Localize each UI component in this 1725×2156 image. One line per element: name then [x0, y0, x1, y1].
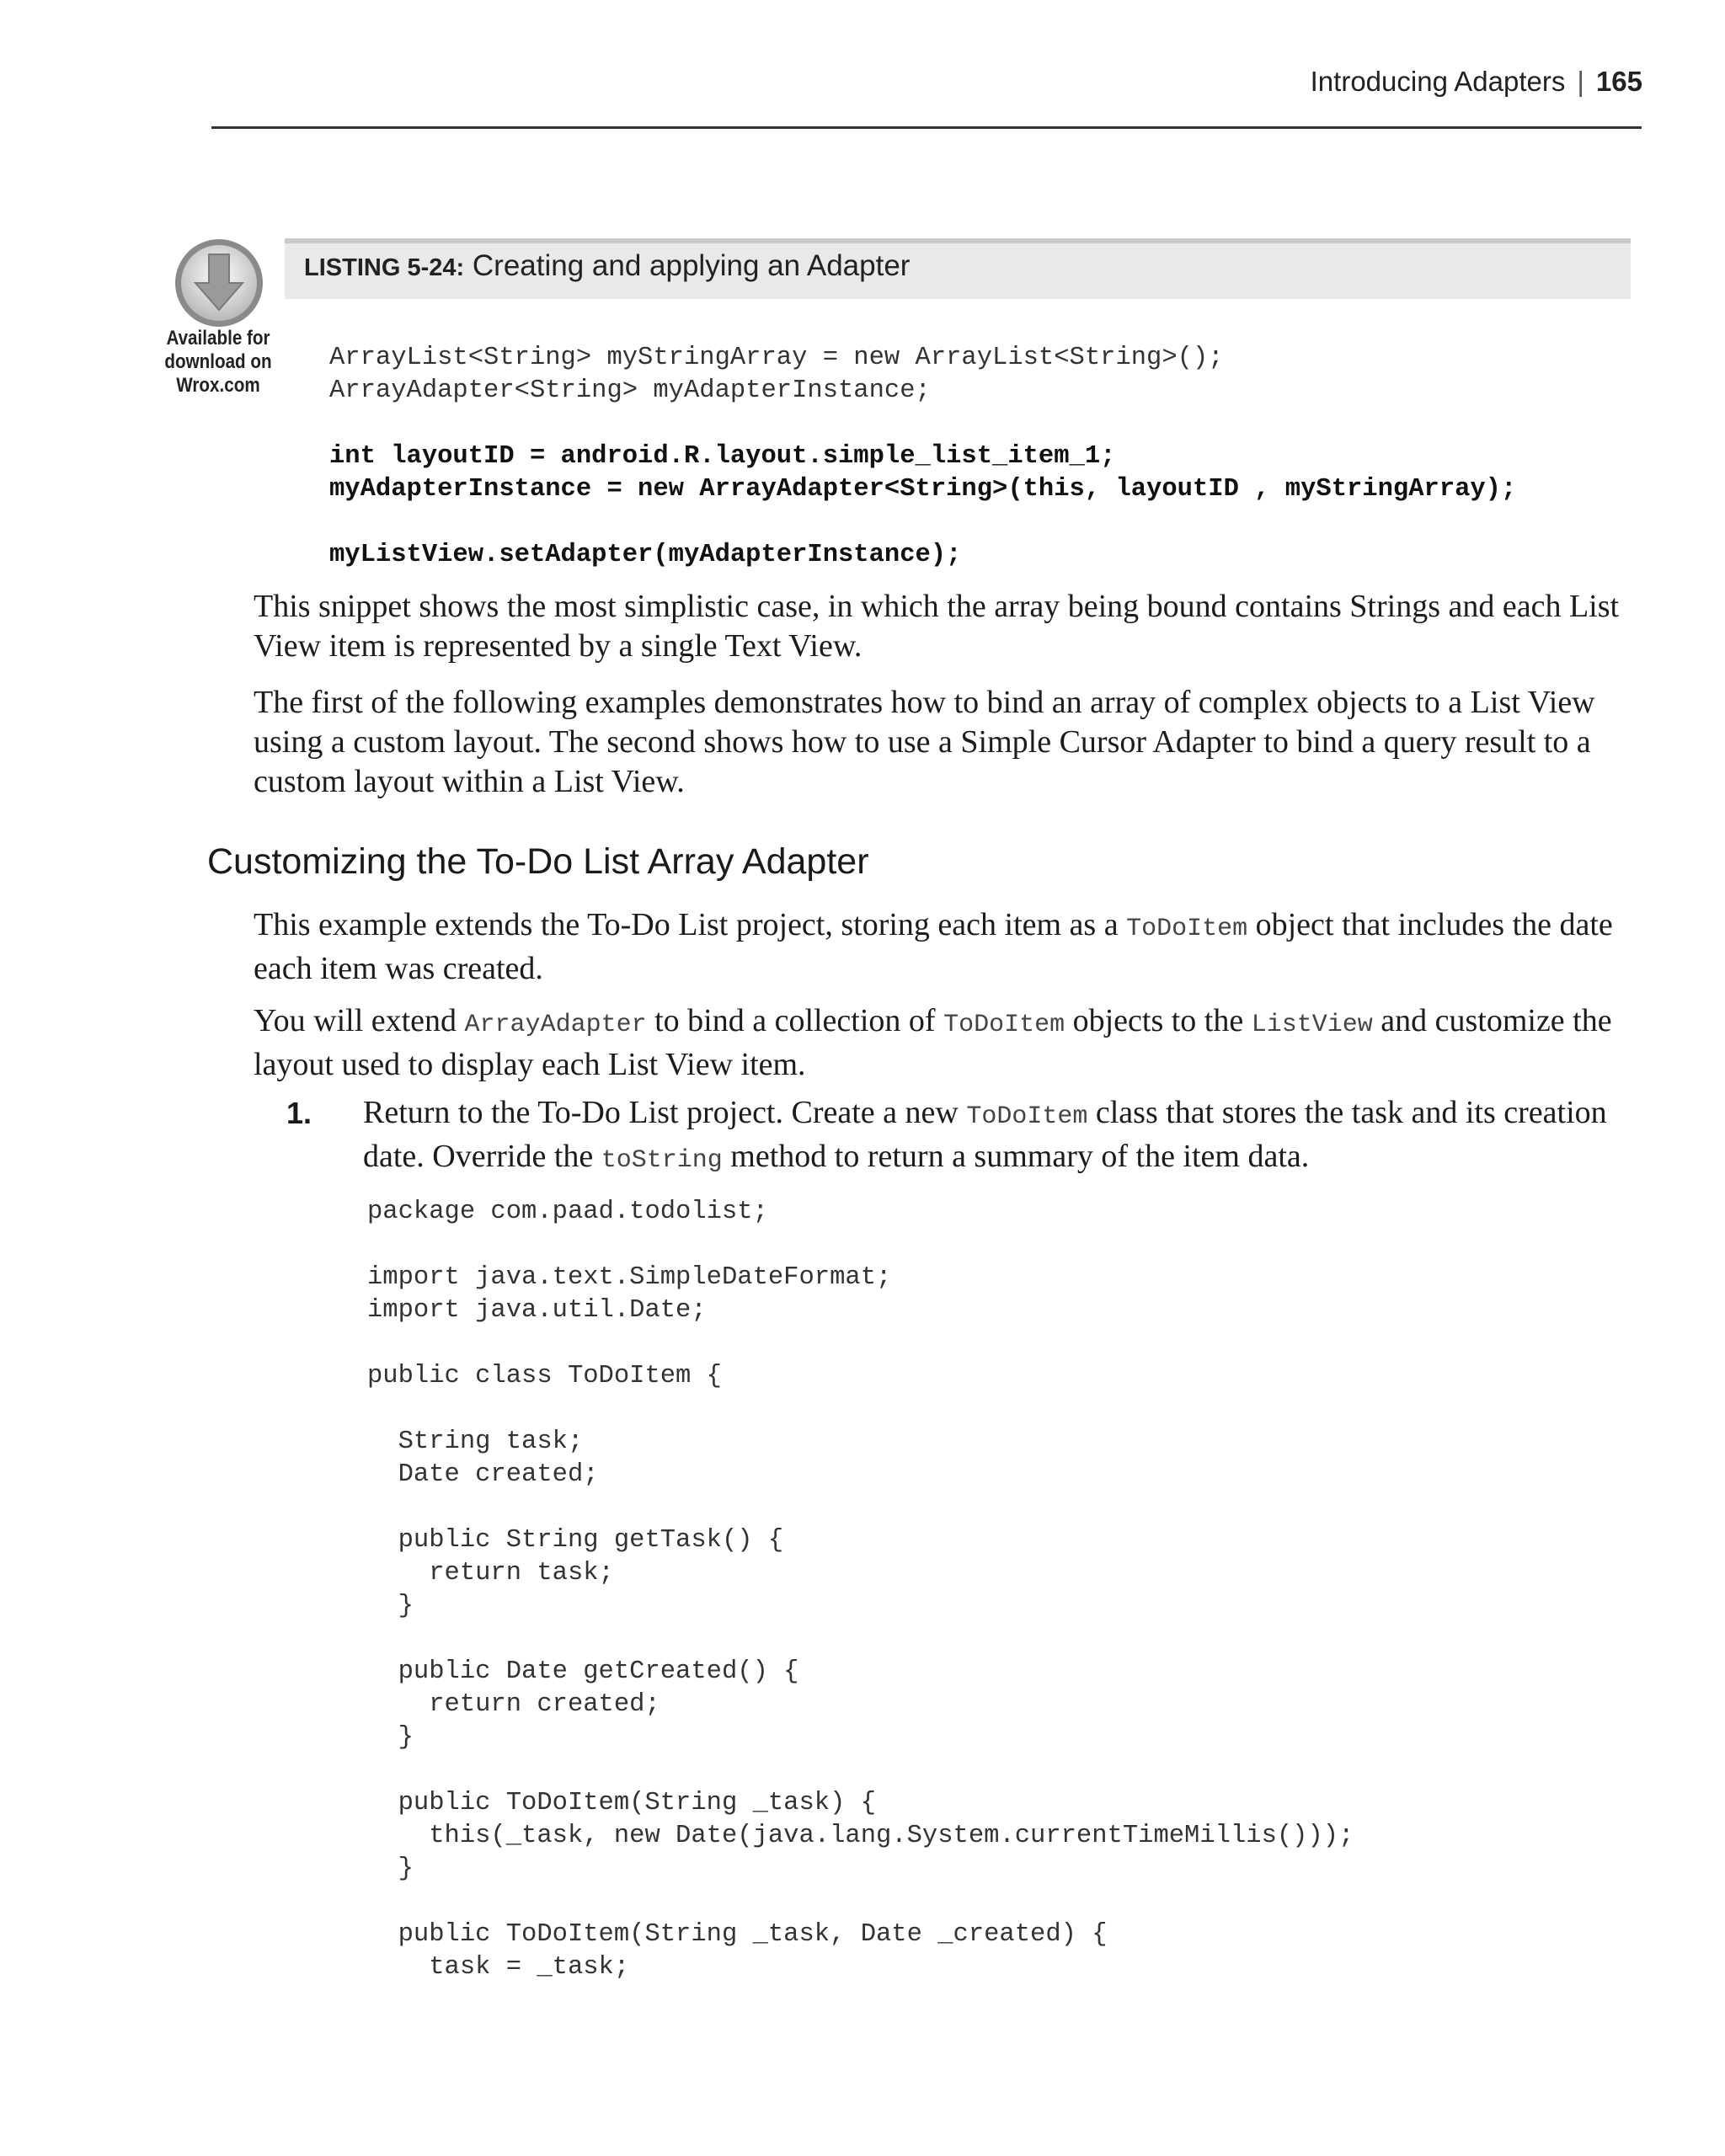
- listing-label: LISTING 5-24:: [304, 254, 465, 281]
- listing-code-bold-2: [329, 539, 961, 572]
- paragraph-1: This snippet shows the most simplistic case, in which the array being bound contains Strings and each List View item is represented by a single Text View.: [254, 589, 1620, 664]
- paragraph-4-text-c: objects to the: [1065, 1003, 1252, 1038]
- step-1-code: package com.paad.todolist; import java.text.SimpleDateFormat; import java.util.Date; public class ToDoItem { String task; Date created; public String getTask() { return task; } public Date getCreated() { return created; } public ToDoItem(String _task) { this(_task, new Date(java.lang.System.currentTimeMillis())); } public ToDoItem(String _task, Date _created) { task = _task;: [367, 1198, 1354, 1982]
- listing-title: [304, 249, 910, 283]
- step-1-text: [363, 1093, 1635, 1181]
- download-caption-line2: download on: [164, 350, 272, 373]
- step-number: 1.: [286, 1096, 312, 1130]
- step-1-text-c: method to return a summary of the item data.: [722, 1139, 1310, 1174]
- running-header: [1311, 66, 1642, 98]
- inline-code-tostring: toString: [601, 1146, 723, 1175]
- inline-code-arrayadapter: ArrayAdapter: [464, 1011, 647, 1039]
- paragraph-3-text-a: This example extends the To-Do List project, storing each item as a: [254, 907, 1127, 942]
- listing-title-text: Creating and applying an Adapter: [472, 249, 911, 282]
- running-header-separator: |: [1577, 66, 1584, 97]
- download-arrow-icon: [172, 236, 266, 330]
- step-1-text-a: Return to the To-Do List project. Create a new: [363, 1095, 967, 1130]
- running-header-title: Introducing Adapters: [1310, 66, 1566, 97]
- paragraph-4-text-a: You will extend: [254, 1003, 465, 1038]
- paragraph-3: [254, 905, 1635, 989]
- step-1-text-b: class that stores the task and its creation date. Override the: [363, 1095, 1607, 1174]
- download-caption-line3: Wrox.com: [176, 374, 260, 397]
- listing-code-bold-1-text: int layoutID = android.R.layout.simple_list_item_1; myAdapterInstance = new ArrayAdapter<String>(this, layoutID , myStringArray);: [329, 442, 1517, 504]
- inline-code-todoitem: ToDoItem: [966, 1102, 1088, 1131]
- listing-code-bold-1: [329, 440, 1516, 506]
- page-number: 165: [1595, 66, 1642, 97]
- paragraph-4-text-b: to bind a collection of: [646, 1003, 944, 1038]
- inline-code-todoitem: ToDoItem: [1126, 915, 1248, 943]
- paragraph-4: [254, 1001, 1635, 1085]
- inline-code-listview: ListView: [1251, 1011, 1373, 1039]
- download-caption: [158, 327, 279, 398]
- download-caption-line1: Available for: [166, 327, 270, 350]
- paragraph-4-text-d: and customize the layout used to display each List View item.: [254, 1003, 1612, 1082]
- inline-code-todoitem: ToDoItem: [943, 1011, 1065, 1039]
- paragraph-3-text-b: object that includes the date each item was created.: [254, 907, 1613, 986]
- listing-code-normal: ArrayList<String> myStringArray = new ArrayList<String>(); ArrayAdapter<String> myAdapterInstance;: [329, 344, 1224, 405]
- listing-code-bold-2-text: myListView.setAdapter(myAdapterInstance);: [329, 541, 962, 569]
- section-heading: Customizing the To-Do List Array Adapter: [207, 841, 869, 882]
- paragraph-2: The first of the following examples demonstrates how to bind an array of complex objects to a List View using a custom layout. The second shows how to use a Simple Cursor Adapter to bind a query result to a custom layout within a List View.: [254, 685, 1595, 799]
- header-rule: [211, 126, 1642, 129]
